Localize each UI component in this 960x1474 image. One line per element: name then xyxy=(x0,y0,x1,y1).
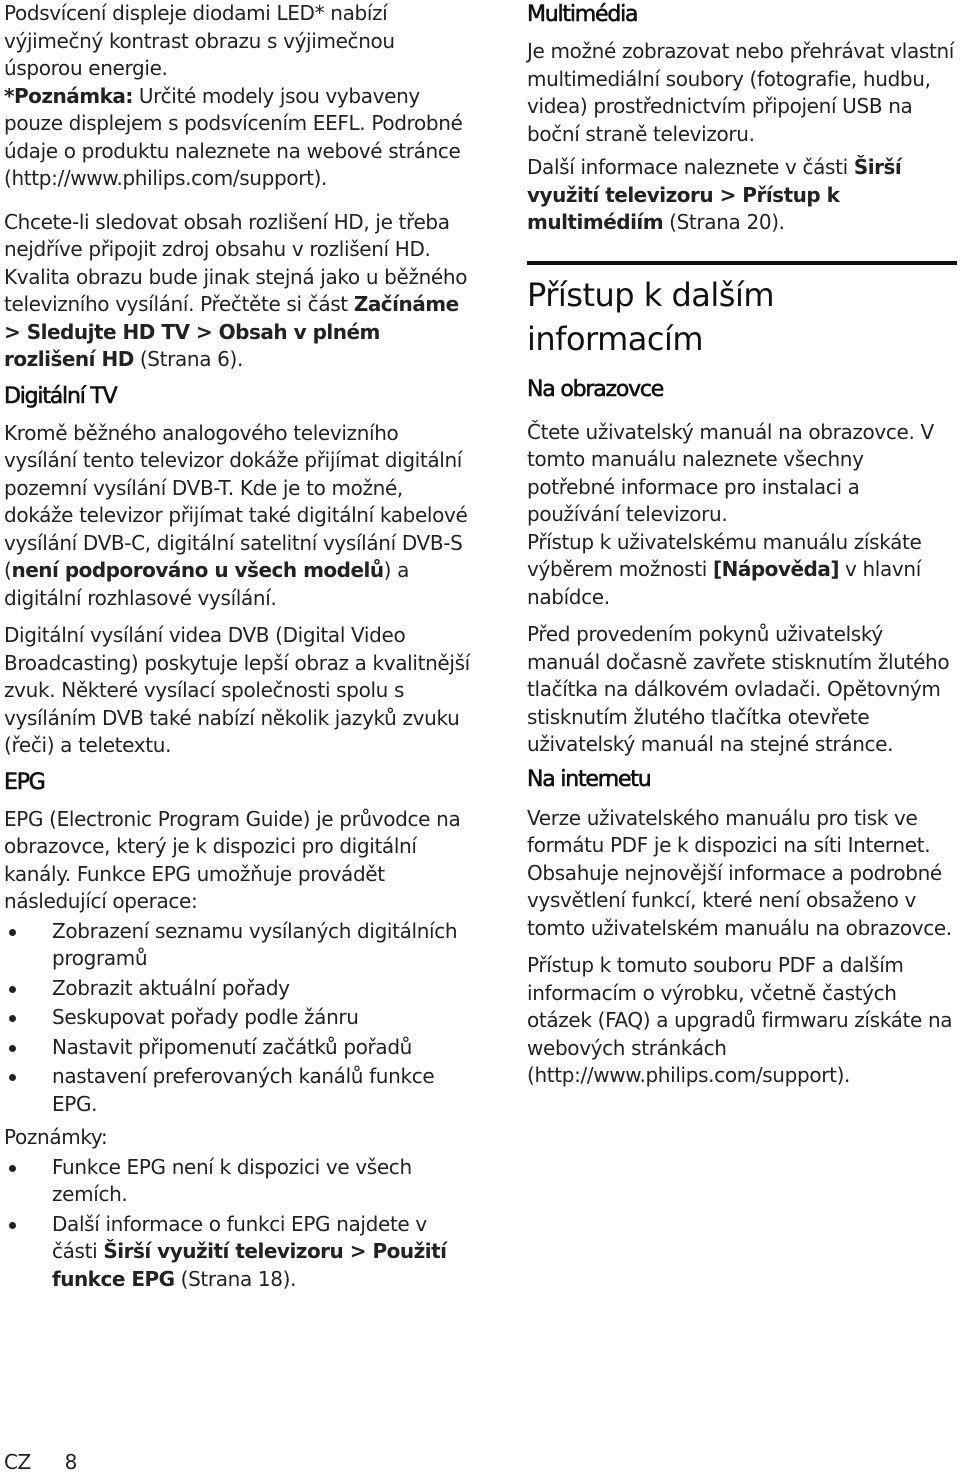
language-code: CZ xyxy=(4,1450,31,1474)
epg-paragraph: EPG (Electronic Program Guide) je průvodce na obrazovce, který je k dispozici pro digitální kanály. Funkce EPG umožňuje provádět následující operace: xyxy=(4,806,461,913)
list-item: Zobrazení seznamu vysílaných digitálních programů xyxy=(4,918,474,973)
notes-list xyxy=(4,1154,474,1294)
note2-reference: Širší využití televizoru > Použití funkce EPG xyxy=(52,1239,447,1291)
help-end: v hlavní nabídce. xyxy=(527,557,921,609)
help-option: [Nápověda] xyxy=(712,557,839,581)
pdf-paragraph: Verze uživatelského manuálu pro tisk ve formátu PDF je k dispozici na síti Internet. Obsahuje nejnovější informace a podrobné vysvětlení funkcí, které není obsaženo v tomto uživatelském manuálu na obrazovce. xyxy=(527,805,952,940)
heading-access-info: Přístup k dalším informacím xyxy=(527,275,775,358)
note-text: Určité modely jsou vybaveny pouze displejem s podsvícením EEFL. Podrobné údaje o produktu naleznete na webové stránce (http://www.philips.com/support). xyxy=(4,83,463,190)
digital-end: ) a digitální rozhlasové vysílání. xyxy=(4,558,410,610)
heading-on-screen: Na obrazovce xyxy=(527,376,664,402)
page-number: 8 xyxy=(64,1450,77,1474)
note2-page-ref: (Strana 18). xyxy=(174,1266,297,1291)
list-item: Seskupovat pořady podle žánru xyxy=(4,1004,474,1032)
multimedia-page-ref: (Strana 20). xyxy=(663,210,785,234)
list-item xyxy=(4,1211,474,1294)
multimedia-more-text: Další informace naleznete v části xyxy=(527,155,854,179)
note-label: *Poznámka: xyxy=(4,83,133,108)
heading-multimedia: Multimédia xyxy=(527,2,638,27)
digital-text: Kromě běžného analogového televizního vysílání tento televizor dokáže přijímat digitální pozemní vysílání DVB-T. Kde je to možné, dokáže televizor přijímat také digitální kabelové vysílání DVB-C, digitální satelitní vysílání DVB-S ( xyxy=(4,420,468,582)
help-paragraph xyxy=(527,529,957,612)
heading-digital-tv: Digitální TV xyxy=(4,383,117,409)
list-item: Zobrazit aktuální pořady xyxy=(4,975,474,1003)
multimedia-paragraph: Je možné zobrazovat nebo přehrávat vlastní multimediální soubory (fotografie, hudbu, videa) prostřednictvím připojení USB na boční straně televizoru. xyxy=(527,39,954,146)
list-item: nastavení preferovaných kanálů funkce EPG. xyxy=(4,1063,474,1118)
notes-label: Poznámky: xyxy=(4,1125,108,1149)
list-item: Funkce EPG není k dispozici ve všech zemích. xyxy=(4,1154,474,1209)
right-column xyxy=(527,0,957,1090)
help-text: Přístup k uživatelskému manuálu získáte výběrem možnosti xyxy=(527,529,922,581)
hd-paragraph xyxy=(4,209,474,374)
section-divider xyxy=(527,261,957,265)
led-paragraph: Podsvícení displeje diodami LED* nabízí výjimečný kontrast obrazu s výjimečnou úsporou energie. xyxy=(4,1,395,80)
heading-internet: Na internetu xyxy=(527,766,651,792)
yellow-button-paragraph: Před provedením pokynů uživatelský manuál dočasně zavřete stisknutím žlutého tlačítka na dálkovém ovladači. Opětovným stisknutím žlutého tlačítka otevřete uživatelský manuál na stejné stránce. xyxy=(527,622,950,756)
screen-paragraph: Čtete uživatelský manuál na obrazovce. V tomto manuálu naleznete všechny potřebné informace pro instalaci a používání televizoru. xyxy=(527,419,934,526)
left-column xyxy=(4,0,474,1293)
digital-paragraph xyxy=(4,420,474,613)
heading-epg: EPG xyxy=(4,769,45,795)
hd-page-ref: (Strana 6). xyxy=(133,347,243,371)
list-item: Nastavit připomenutí začátků pořadů xyxy=(4,1034,474,1062)
note2-text: Další informace o funkci EPG najdete v části xyxy=(52,1211,427,1263)
page-footer xyxy=(4,1450,77,1474)
hd-reference: Začínáme > Sledujte HD TV > Obsah v plném rozlišení HD xyxy=(4,292,459,371)
dvb-paragraph: Digitální vysílání videa DVB (Digital Video Broadcasting) poskytuje lepší obraz a kvalitnější zvuk. Některé vysílací společnosti spolu s vysíláním DVB také nabízí několik jazyků zvuku (řeči) a teletextu. xyxy=(4,623,470,757)
multimedia-more-paragraph xyxy=(527,154,957,237)
digital-bold: není podporováno u všech modelů xyxy=(11,558,384,582)
note-paragraph xyxy=(4,83,474,193)
pdf-access-paragraph: Přístup k tomuto souboru PDF a dalším informacím o výrobku, včetně častých otázek (FAQ) a upgradů firmwaru získáte na webových stránkách (http://www.philips.com/support). xyxy=(527,953,953,1087)
multimedia-reference: Širší využití televizoru > Přístup k multimédiím xyxy=(527,155,902,234)
hd-text: Chcete-li sledovat obsah rozlišení HD, je třeba nejdříve připojit zdroj obsahu v rozlišení HD. Kvalita obrazu bude jinak stejná jako u běžného televizního vysílání. Přečtěte si část xyxy=(4,209,468,316)
epg-list xyxy=(4,918,474,1119)
